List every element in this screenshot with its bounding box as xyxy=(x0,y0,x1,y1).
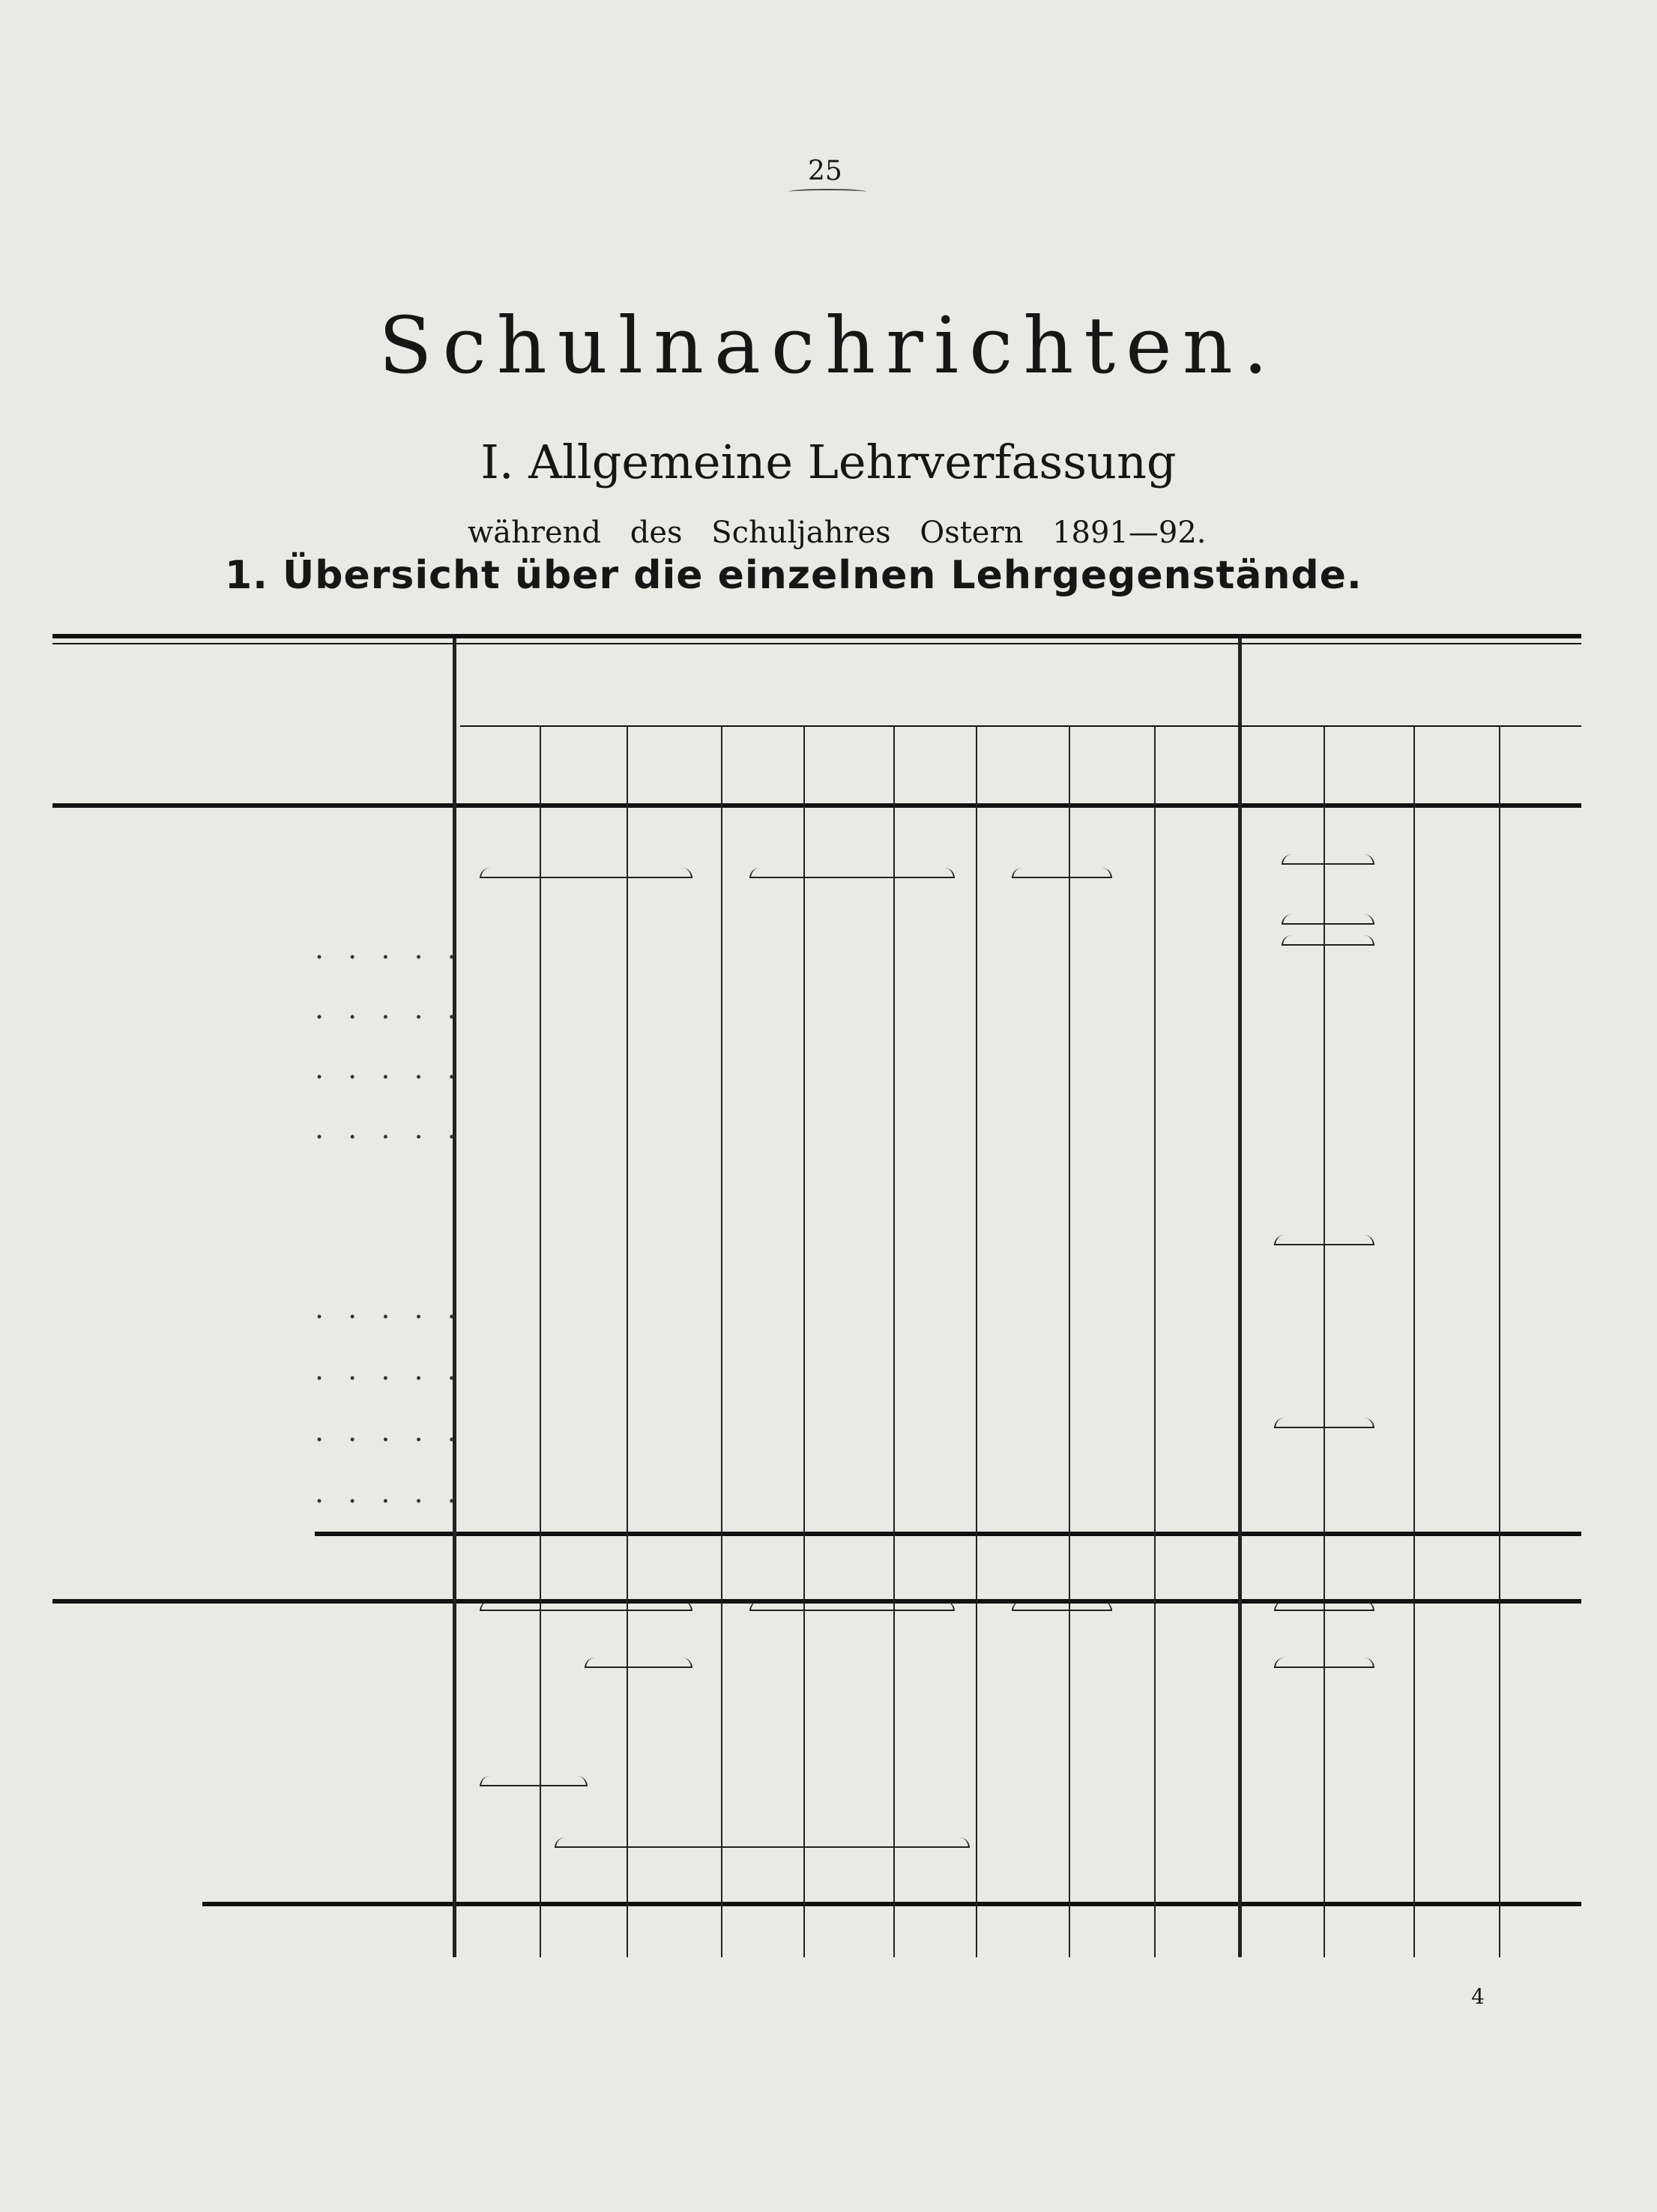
column-rule-10 xyxy=(1324,725,1325,1957)
brace-gesang-ii xyxy=(480,1601,692,1611)
period-line: während des Schuljahres Ostern 1891—92. xyxy=(468,516,1207,550)
table-top-rule-thin xyxy=(52,643,1581,644)
row-leader-4: . . . . . xyxy=(315,992,464,1025)
brace-kathol-v xyxy=(1012,868,1112,878)
header-bottom-rule xyxy=(52,803,1581,808)
column-rule-3 xyxy=(721,725,722,1957)
row-leader-6: . . . . . xyxy=(315,1112,464,1145)
row-leader-5: . . . . . xyxy=(315,1052,464,1085)
brace-turnen-vorschule xyxy=(1274,1658,1374,1668)
page-number: 25 xyxy=(808,156,842,187)
brace-vorschule-evangel xyxy=(1282,854,1374,865)
column-rule-4 xyxy=(803,725,805,1957)
footer-number: 4 xyxy=(1471,1984,1485,2009)
summa-top-rule xyxy=(315,1532,1581,1536)
brace-zeichnen-fak xyxy=(555,1837,970,1848)
column-rule-12 xyxy=(1499,725,1500,1957)
column-rule-5 xyxy=(893,725,895,1957)
row-leader-12: . . . . . xyxy=(315,1476,464,1509)
brace-kathol-iii xyxy=(749,868,955,878)
column-rule-11 xyxy=(1413,725,1415,1957)
brace-gesang-v xyxy=(1012,1601,1112,1611)
row-leader-3: . . . . . xyxy=(315,932,464,965)
brace-kathol-ii xyxy=(480,868,692,878)
column-rule-6 xyxy=(976,725,977,1957)
table-top-rule xyxy=(52,634,1581,638)
column-rule-8 xyxy=(1154,725,1156,1957)
brace-turnen-ii xyxy=(585,1658,692,1668)
brace-gesang-vorschule xyxy=(1274,1601,1374,1611)
column-rule-2 xyxy=(627,725,628,1957)
page-title: Schulnachrichten. xyxy=(378,300,1279,391)
page-number-ornament xyxy=(788,189,866,195)
column-rule-1 xyxy=(540,725,541,1957)
brace-vorschule-rechnen xyxy=(1274,1235,1374,1245)
brace-vorschule-deutsch xyxy=(1282,935,1374,946)
section-subtitle: I. Allgemeine Lehrverfassung xyxy=(480,435,1177,489)
row-leader-9: . . . . . xyxy=(315,1292,464,1325)
brace-vorschule-kathol xyxy=(1282,914,1374,925)
column-rule-7 xyxy=(1069,725,1070,1957)
brace-vorschule-schoenschreiben xyxy=(1274,1418,1374,1428)
brace-gesang-iii xyxy=(749,1601,955,1611)
row-leader-10: . . . . . xyxy=(315,1353,464,1386)
section-heading: 1. Übersicht über die einzelnen Lehrgegenstände. xyxy=(225,553,1362,598)
final-summa-rule xyxy=(202,1902,1581,1906)
column-rule-9 xyxy=(1238,638,1242,1957)
row-leader-11: . . . . . xyxy=(315,1415,464,1448)
brace-englisch-i xyxy=(480,1776,588,1786)
